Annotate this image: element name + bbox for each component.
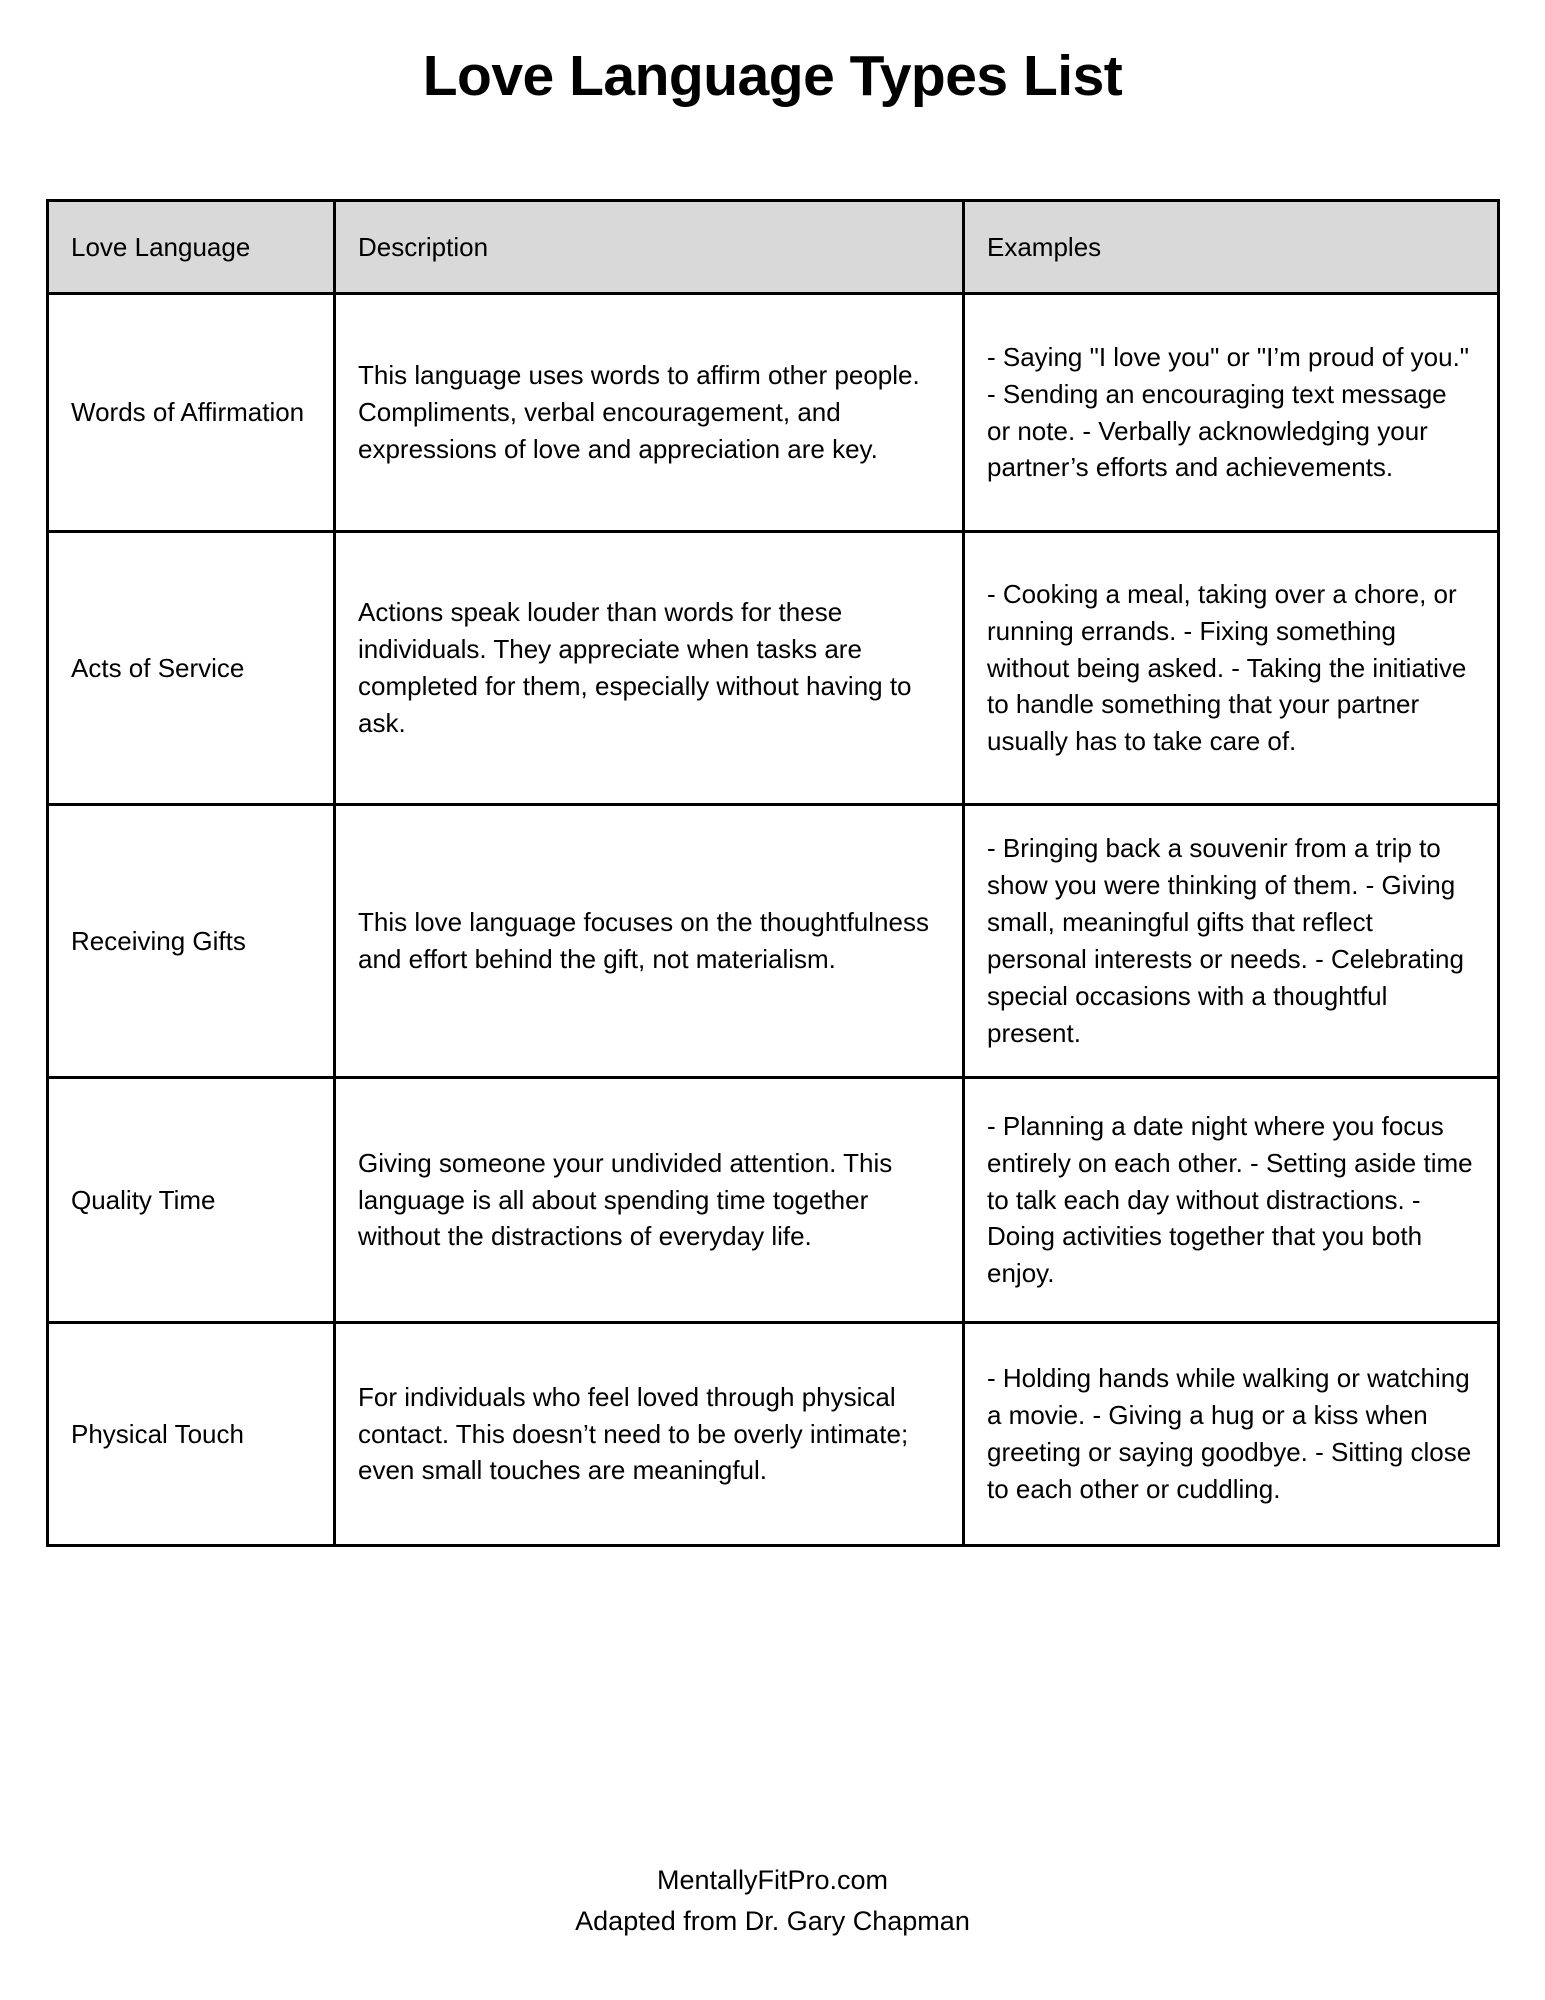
- cell-love-language: Physical Touch: [48, 1323, 335, 1546]
- table-row: [48, 1078, 1499, 1323]
- love-language-table: [46, 199, 1500, 1547]
- footer-site: MentallyFitPro.com: [656, 1865, 889, 1895]
- cell-love-language: Quality Time: [48, 1078, 335, 1323]
- cell-love-language: Words of Affirmation: [48, 294, 335, 532]
- footer: [0, 1860, 1545, 1941]
- table-body: [48, 294, 1499, 1546]
- cell-examples: - Cooking a meal, taking over a chore, or running errands. - Fixing something without being asked. - Taking the initiative to handle something that your partner usually has to take care of.: [964, 532, 1499, 805]
- page-title: Love Language Types List: [422, 44, 1123, 108]
- column-header-description: Description: [335, 201, 964, 294]
- cell-description: This love language focuses on the thoughtfulness and effort behind the gift, not materialism.: [335, 805, 964, 1078]
- cell-examples: - Saying "I love you" or "I’m proud of you." - Sending an encouraging text message or note. - Verbally acknowledging your partner’s efforts and achievements.: [964, 294, 1499, 532]
- table-row: [48, 294, 1499, 532]
- cell-description: Actions speak louder than words for these individuals. They appreciate when tasks are completed for them, especially without having to ask.: [335, 532, 964, 805]
- love-language-table-wrapper: [46, 199, 1497, 1547]
- table-row: [48, 1323, 1499, 1546]
- cell-examples: - Holding hands while walking or watching a movie. - Giving a hug or a kiss when greeting or saying goodbye. - Sitting close to each other or cuddling.: [964, 1323, 1499, 1546]
- table-header-row: [48, 201, 1499, 294]
- table-row: [48, 805, 1499, 1078]
- footer-attribution: Adapted from Dr. Gary Chapman: [575, 1905, 970, 1936]
- column-header-love-language: Love Language: [48, 201, 335, 294]
- table-header: [48, 201, 1499, 294]
- cell-description: Giving someone your undivided attention. This language is all about spending time together without the distractions of everyday life.: [335, 1078, 964, 1323]
- cell-description: This language uses words to affirm other people. Compliments, verbal encouragement, and expressions of love and appreciation are key.: [335, 294, 964, 532]
- cell-description: For individuals who feel loved through physical contact. This doesn’t need to be overly intimate; even small touches are meaningful.: [335, 1323, 964, 1546]
- cell-love-language: Acts of Service: [48, 532, 335, 805]
- table-row: [48, 532, 1499, 805]
- cell-examples: - Bringing back a souvenir from a trip to show you were thinking of them. - Giving small, meaningful gifts that reflect personal interests or needs. - Celebrating special occasions with a thoughtful present.: [964, 805, 1499, 1078]
- column-header-examples: Examples: [964, 201, 1499, 294]
- cell-examples: - Planning a date night where you focus entirely on each other. - Setting aside time to talk each day without distractions. - Doing activities together that you both enjoy.: [964, 1078, 1499, 1323]
- cell-love-language: Receiving Gifts: [48, 805, 335, 1078]
